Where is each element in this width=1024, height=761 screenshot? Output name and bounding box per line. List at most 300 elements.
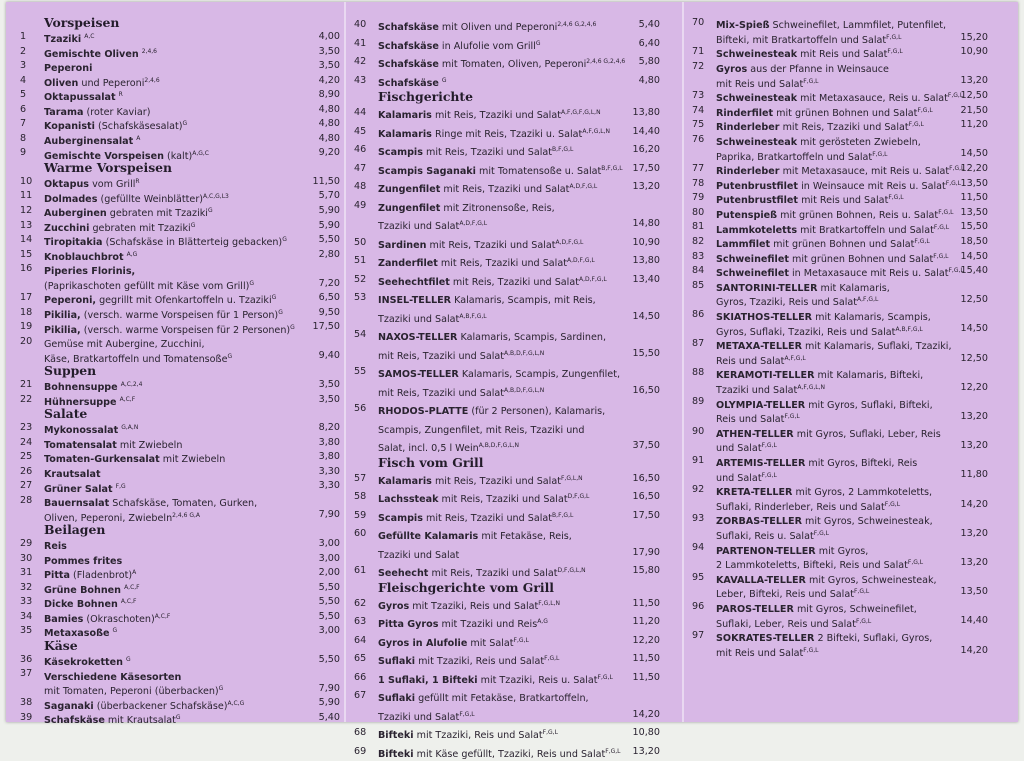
menu-item (20, 320, 340, 335)
item-description: mit Tzaziki und Reis (442, 619, 538, 630)
allergen-codes: F,G,L (909, 121, 924, 128)
item-name: OLYMPIA-TELLER (716, 400, 805, 410)
menu-item (20, 117, 340, 132)
item-text (378, 730, 558, 741)
item-name: Schafskäse (378, 41, 439, 52)
item-number: 62 (354, 595, 374, 614)
item-number: 54 (354, 326, 374, 345)
item-description: Schweinefilet, Lammfilet, Putenfilet, (773, 20, 947, 30)
item-number: 37 (20, 667, 40, 682)
item-number: 60 (354, 525, 374, 544)
item-price: 12,20 (946, 381, 988, 396)
item-number: 75 (692, 118, 712, 133)
item-price: 17,50 (618, 160, 660, 179)
item-number: 71 (692, 45, 712, 60)
section-heading: Fisch vom Grill (354, 456, 660, 470)
item-number: 6 (20, 103, 40, 118)
item-name: Peperoni, (44, 295, 96, 305)
allergen-codes: G,A,N (121, 424, 138, 431)
allergen-codes: F,G,L (949, 165, 964, 172)
item-number: 65 (354, 650, 374, 669)
allergen-codes: F,G,L (762, 471, 777, 478)
menu-item (20, 653, 340, 668)
allergen-codes: 2,4,6 G,2,4,6 (557, 21, 596, 28)
item-name: Zucchini (44, 223, 89, 233)
item-text (44, 295, 276, 305)
item-number: 47 (354, 160, 374, 179)
item-name: ARTEMIS-TELLER (716, 458, 805, 468)
allergen-codes: A,D,F,G,L (579, 276, 607, 283)
item-price: 2,80 (298, 248, 340, 263)
item-number: 61 (354, 562, 374, 581)
menu-item (354, 650, 660, 669)
item-text (716, 356, 806, 366)
allergen-codes: G (249, 280, 254, 287)
item-price: 13,20 (946, 74, 988, 89)
item-description: mit Metaxasauce, Reis u. Salat (800, 93, 948, 103)
item-description: mit grünen Bohnen und Salat (776, 108, 917, 118)
menu-item (20, 393, 340, 408)
item-number: 33 (20, 595, 40, 610)
allergen-codes: A,C,G (227, 699, 244, 706)
item-description: mit Reis und Salat (801, 195, 888, 205)
item-number: 41 (354, 35, 374, 54)
menu-item (354, 400, 660, 419)
item-text (716, 93, 963, 103)
item-name: Gefüllte Kalamaris (378, 531, 478, 542)
item-text (378, 749, 621, 760)
menu-item (20, 566, 340, 581)
menu-item (692, 395, 988, 410)
item-description: mit Gyros, Schweinesteak, (809, 575, 937, 585)
item-description: und Salat (716, 473, 762, 483)
item-number: 14 (20, 233, 40, 248)
menu-item (20, 421, 340, 436)
menu-item (20, 552, 340, 567)
item-text (378, 129, 610, 140)
item-description: (für 2 Personen), Kalamaris, (471, 406, 605, 417)
item-text (716, 429, 941, 439)
item-name: Oliven (44, 78, 78, 88)
item-description: Suflaki, Reis u. Salat (716, 531, 814, 541)
item-description: mit Krautsalat (108, 715, 176, 725)
menu-item (20, 537, 340, 552)
item-text (716, 546, 868, 556)
allergen-codes: G (228, 352, 233, 359)
item-number: 18 (20, 306, 40, 321)
menu-item (692, 147, 988, 162)
item-text (716, 166, 964, 176)
menu-item (20, 711, 340, 726)
item-name: ZORBAS-TELLER (716, 516, 802, 526)
allergen-codes: F,G,L,N (561, 475, 583, 482)
item-name: Lammkoteletts (716, 225, 797, 235)
allergen-codes: A,D,F,G,L (569, 183, 597, 190)
item-description: mit grünen Bohnen, Reis u. Salat (780, 210, 938, 220)
allergen-codes: A,F,G,L,N (582, 128, 610, 135)
allergen-codes: F,G,L (885, 501, 900, 508)
item-price: 5,90 (298, 696, 340, 711)
item-description: Gemüse mit Aubergine, Zucchini, (44, 339, 205, 349)
item-text (44, 237, 287, 247)
item-text (716, 49, 903, 59)
menu-item (20, 146, 340, 161)
item-text (716, 195, 904, 205)
item-text (44, 325, 295, 335)
item-name: Gyros (716, 64, 747, 74)
item-name: Mix-Spieß (716, 20, 769, 30)
item-text (378, 443, 519, 454)
allergen-codes: A,C (84, 33, 94, 40)
menu-item (20, 204, 340, 219)
item-text (44, 657, 131, 667)
item-name: Grüner Salat (44, 484, 113, 494)
item-name: PARTENON-TELLER (716, 546, 816, 556)
item-description: Ringe mit Reis, Tzaziki u. Salat (435, 129, 582, 140)
item-text (44, 556, 122, 566)
item-description: mit Kalamaris, (821, 283, 890, 293)
item-name: INSEL-TELLER (378, 295, 451, 306)
menu-item (692, 571, 988, 586)
item-description: (kalt) (167, 151, 192, 161)
item-number: 42 (354, 53, 374, 72)
allergen-codes: 2,4,6 G,2,4,6 (586, 58, 625, 65)
item-description: mit Reis und Salat (716, 79, 803, 89)
item-description: Tzaziki und Salat (378, 712, 459, 723)
item-name: KERAMOTI-TELLER (716, 370, 814, 380)
item-price: 14,50 (946, 322, 988, 337)
item-text (44, 266, 135, 276)
item-text (44, 281, 254, 291)
menu-item (692, 322, 988, 337)
item-number: 24 (20, 436, 40, 451)
item-price: 14,50 (946, 250, 988, 265)
item-number: 44 (354, 104, 374, 123)
item-number: 70 (692, 16, 712, 31)
item-name: SKIATHOS-TELLER (716, 312, 812, 322)
item-price: 14,20 (946, 498, 988, 513)
item-name: Schafskäse (378, 22, 439, 33)
menu-item (20, 335, 340, 350)
item-number: 30 (20, 552, 40, 567)
item-number: 12 (20, 204, 40, 219)
item-price: 14,50 (618, 308, 660, 327)
item-number: 2 (20, 45, 40, 60)
item-number: 8 (20, 132, 40, 147)
item-description: mit Zwiebeln (120, 440, 183, 450)
item-price: 8,20 (298, 421, 340, 436)
item-name: Lammfilet (716, 239, 770, 249)
item-text (378, 693, 589, 704)
item-text (716, 181, 961, 191)
item-name: Knoblauchbrot (44, 252, 124, 262)
menu-item (20, 291, 340, 306)
item-number: 16 (20, 262, 40, 277)
allergen-codes: A,F,G,L,N (797, 384, 825, 391)
menu-item (692, 352, 988, 367)
allergen-codes: A,D,F,G,L (556, 239, 584, 246)
item-text (44, 121, 187, 131)
menu-item (692, 264, 988, 279)
item-text (716, 560, 923, 570)
item-price: 11,50 (298, 175, 340, 190)
item-number: 48 (354, 178, 374, 197)
item-price: 5,40 (618, 16, 660, 35)
item-description: mit Gyros, Schweinefilet, (797, 604, 917, 614)
item-number: 13 (20, 219, 40, 234)
menu-item (692, 410, 988, 425)
allergen-codes: A,G (127, 251, 138, 258)
item-description: mit Reis, Tzaziki und Salat (430, 240, 556, 251)
fold-line (682, 2, 684, 722)
allergen-codes: D,F,G,L,N (557, 567, 585, 574)
item-name: Bauernsalat (44, 498, 109, 508)
item-price: 7,90 (298, 682, 340, 697)
item-name: Pikilia, (44, 310, 81, 320)
item-price: 16,20 (618, 141, 660, 160)
section-heading: Vorspeisen (20, 16, 340, 30)
allergen-codes: F,G,L (888, 194, 903, 201)
menu-item (692, 337, 988, 352)
item-price: 14,20 (618, 706, 660, 725)
item-number: 5 (20, 88, 40, 103)
item-description: mit Tomaten, Peperoni (überbacken) (44, 686, 219, 696)
item-name: Gemischte Vorspeisen (44, 151, 164, 161)
item-name: Gyros (378, 601, 409, 612)
item-description: mit Tomaten, Oliven, Peperoni (442, 59, 586, 70)
item-description: gebraten mit Tzaziki (92, 223, 190, 233)
item-text (716, 210, 953, 220)
item-price: 13,50 (946, 206, 988, 221)
item-number: 46 (354, 141, 374, 160)
item-description: mit Fetakäse, Reis, (481, 531, 571, 542)
item-number: 32 (20, 581, 40, 596)
allergen-codes: R (119, 91, 123, 98)
item-text (44, 628, 117, 638)
allergen-codes: A,G (537, 618, 548, 625)
item-text (44, 208, 213, 218)
menu-item (354, 437, 660, 456)
item-price: 13,20 (618, 743, 660, 761)
item-description: vom Grill (92, 179, 135, 189)
item-text (716, 443, 777, 453)
item-text (378, 203, 555, 214)
menu-item (692, 468, 988, 483)
item-text (716, 633, 932, 643)
menu-item (692, 118, 988, 133)
item-description: mit Reis, Tzaziki und Salat (783, 122, 909, 132)
item-name: Pikilia, (44, 325, 81, 335)
item-name: Putenbrustfilet (716, 181, 798, 191)
item-name: Tomaten-Gurkensalat (44, 454, 160, 464)
item-description: Kalamaris, Scampis, Zungenfilet, (462, 369, 620, 380)
item-name: Auberginensalat (44, 136, 133, 146)
item-name: Tarama (44, 107, 83, 117)
item-text (44, 92, 123, 102)
allergen-codes: F,G,L (948, 92, 963, 99)
allergen-codes: F,G,L (459, 711, 474, 718)
item-price: 10,90 (618, 234, 660, 253)
item-text (378, 258, 595, 269)
item-text (378, 240, 583, 251)
item-number: 9 (20, 146, 40, 161)
item-text (378, 656, 559, 667)
item-description: und Peperoni (81, 78, 144, 88)
item-name: Rinderleber (716, 122, 780, 132)
allergen-codes: F,G,L (598, 674, 613, 681)
item-name: 1 Suflaki, 1 Bifteki (378, 675, 478, 686)
allergen-codes: F,G,L (514, 637, 529, 644)
item-description: mit Gyros, Suflaki, Leber, Reis (797, 429, 941, 439)
allergen-codes: F,G,L (784, 413, 799, 420)
item-price: 12,20 (946, 162, 988, 177)
allergen-codes: A,F,G,F,G,L,N (561, 109, 601, 116)
allergen-codes: A,C,F (120, 396, 136, 403)
item-number: 63 (354, 613, 374, 632)
menu-item (354, 706, 660, 725)
item-text (44, 310, 283, 320)
item-text (716, 254, 949, 264)
item-description: Gyros, Tzaziki, Reis und Salat (716, 297, 857, 307)
item-number: 3 (20, 59, 40, 74)
item-price: 3,00 (298, 537, 340, 552)
menu-item (692, 89, 988, 104)
item-text (378, 476, 583, 487)
item-description: mit Reis, Tzaziki und Salat (441, 258, 567, 269)
item-description: 2 Bifteki, Suflaki, Gyros, (817, 633, 932, 643)
item-description: in Weinsauce mit Reis u. Salat (801, 181, 946, 191)
item-text (716, 312, 931, 322)
allergen-codes: G (442, 77, 447, 84)
allergen-codes: F,G,L,N (538, 600, 560, 607)
item-price: 12,50 (946, 89, 988, 104)
item-name: Lachssteak (378, 494, 438, 505)
item-number: 94 (692, 541, 712, 556)
item-number: 82 (692, 235, 712, 250)
item-price: 9,20 (298, 146, 340, 161)
item-text (716, 327, 923, 337)
menu-item (354, 743, 660, 761)
menu-item (354, 234, 660, 253)
item-text (716, 35, 901, 45)
item-text (378, 601, 560, 612)
allergen-codes: G (278, 309, 283, 316)
item-price: 5,50 (298, 595, 340, 610)
allergen-codes: 2,4,6 G,A (172, 511, 200, 518)
item-description: Tzaziki und Salat (716, 385, 797, 395)
item-price: 11,20 (946, 118, 988, 133)
allergen-codes: B,F,G,L (552, 146, 573, 153)
allergen-codes: F,G,L (934, 223, 949, 230)
menu-item (20, 479, 340, 494)
menu-item (354, 488, 660, 507)
menu-item (354, 470, 660, 489)
item-price: 4,80 (298, 117, 340, 132)
item-description: Tzaziki und Salat (378, 550, 459, 561)
item-text (44, 585, 140, 595)
item-price: 3,50 (298, 45, 340, 60)
item-number: 10 (20, 175, 40, 190)
item-description: Suflaki, Rinderleber, Reis und Salat (716, 502, 885, 512)
item-number: 40 (354, 16, 374, 35)
menu-item (692, 104, 988, 119)
item-description: 2 Lammkoteletts, Bifteki, Reis und Salat (716, 560, 908, 570)
menu-item (354, 345, 660, 364)
menu-item (692, 644, 988, 659)
item-description: mit Reis, Tzaziki und Salat (442, 494, 568, 505)
item-description: Reis und Salat (716, 356, 784, 366)
item-description: mit Metaxasauce, mit Reis u. Salat (783, 166, 950, 176)
item-text (44, 223, 195, 233)
menu-item (20, 103, 340, 118)
item-number: 68 (354, 724, 374, 743)
item-name: Gemischte Oliven (44, 49, 139, 59)
menu-item (354, 72, 660, 91)
item-price: 21,50 (946, 104, 988, 119)
item-description: mit Zitronensoße, Reis, (443, 203, 554, 214)
menu-item (20, 581, 340, 596)
item-number: 91 (692, 454, 712, 469)
item-price: 2,00 (298, 566, 340, 581)
item-name: RHODOS-PLATTE (378, 406, 468, 417)
item-text (378, 147, 573, 158)
item-price: 12,50 (946, 352, 988, 367)
item-number: 84 (692, 264, 712, 279)
menu-item (20, 30, 340, 45)
item-price: 37,50 (618, 437, 660, 456)
menu-item (692, 483, 988, 498)
menu-item (692, 220, 988, 235)
allergen-codes: A (136, 135, 140, 142)
allergen-codes: A,B,D,F,G,L,N (479, 442, 519, 449)
item-text (716, 648, 819, 658)
menu-column-3 (692, 16, 988, 718)
menu-item (354, 141, 660, 160)
item-price: 9,40 (298, 349, 340, 364)
menu-item (692, 191, 988, 206)
item-number: 93 (692, 512, 712, 527)
menu-item (692, 629, 988, 644)
item-name: Kopanisti (44, 121, 95, 131)
item-price: 6,40 (618, 35, 660, 54)
menu-item (692, 308, 988, 323)
item-text (44, 715, 181, 725)
item-description: mit Tzaziki, Reis und Salat (412, 601, 538, 612)
item-price: 15,80 (618, 562, 660, 581)
item-description: gefüllt mit Fetakäse, Bratkartoffeln, (418, 693, 589, 704)
allergen-codes: F,G,L (544, 655, 559, 662)
item-number: 58 (354, 488, 374, 507)
item-description: mit grünen Bohnen und Salat (773, 239, 914, 249)
item-text (716, 239, 930, 249)
item-name: Hühnersuppe (44, 397, 117, 407)
item-number: 22 (20, 393, 40, 408)
item-text (716, 225, 949, 235)
item-description: (Schafskäsesalat) (98, 121, 183, 131)
item-description: und Salat (716, 443, 762, 453)
item-description: mit gerösteten Zwiebeln, (800, 137, 921, 147)
item-name: Bohnensuppe (44, 382, 118, 392)
menu-item (354, 613, 660, 632)
section-heading: Warme Vorspeisen (20, 161, 340, 175)
menu-item (692, 133, 988, 148)
menu-item (20, 378, 340, 393)
item-number: 17 (20, 291, 40, 306)
item-number: 38 (20, 696, 40, 711)
item-description: Bifteki, mit Bratkartoffeln und Salat (716, 35, 886, 45)
item-text (44, 541, 67, 551)
item-description: mit Oliven und Peperoni (442, 22, 557, 33)
